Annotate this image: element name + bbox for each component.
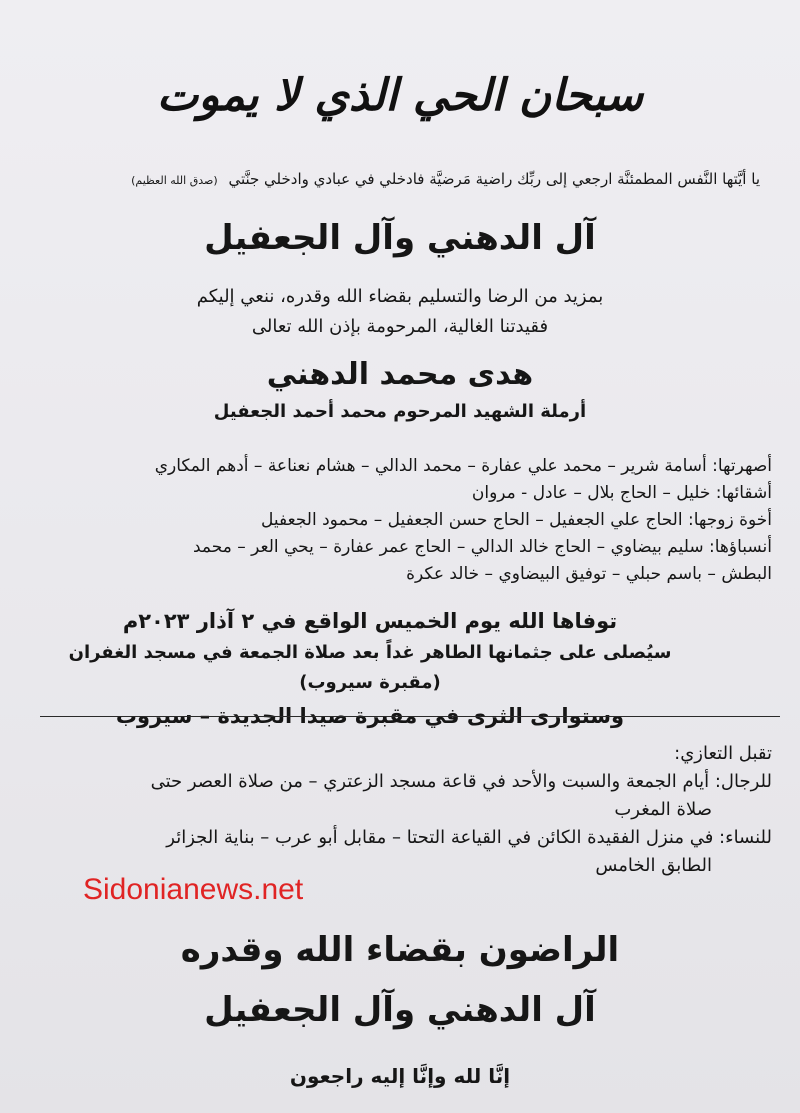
section-divider [40,716,780,717]
condolences-heading: تقبل التعازي: [674,743,772,764]
condolences-men-line-1: للرجال: أيام الجمعة والسبت والأحد في قاعة مسجد الزعتري – من صلاة العصر حتى [150,771,772,792]
families-heading: آل الدهني وآل الجعفيل [204,218,596,258]
relatives-brothers: أشقائها: خليل – الحاج بلال – عادل - مروان [471,483,772,503]
relatives-husband-brothers: أخوة زوجها: الحاج علي الجعفيل – الحاج حسن الجعفيل – محمود الجعفيل [261,510,772,530]
verse-text: يا أيَّتها النَّفس المطمئنَّة ارجعي إلى ربِّك راضية مَرضيَّة فادخلي في عبادي وادخلي جنَّتي [228,170,760,188]
prayer-line: سيُصلى على جثمانها الطاهر غداً بعد صلاة الجمعة في مسجد الغفران (مقبرة سيروب) [68,642,672,693]
funeral-announcement [40,604,700,734]
deceased-name: هدى محمد الدهني [266,357,534,392]
condolences-women-line-2: الطابق الخامس [595,855,712,876]
quran-verse [60,170,760,188]
closing-families: آل الدهني وآل الجعفيل [204,990,596,1030]
widow-of-line: أرملة الشهيد المرحوم محمد أحمد الجعفيل [213,401,587,422]
calligraphy-header: سبحان الحي الذي لا يموت [156,70,644,121]
intro-text [0,282,800,342]
condolences-women-line-1: للنساء: في منزل الفقيدة الكائن في القياعة التحتا – مقابل أبو عرب – بناية الجزائر [166,827,772,848]
intro-line-1: بمزيد من الرضا والتسليم بقضاء الله وقدره، ننعي إليكم [196,286,604,307]
burial-line: وستوارى الثرى في مقبرة صيدا الجديدة – سيروب [115,704,625,728]
condolences-section [20,740,772,880]
condolences-men-line-2: صلاة المغرب [614,799,712,820]
relatives-in-laws-2: البطش – باسم حبلي – توفيق البيضاوي – خالد عكرة [406,564,772,584]
death-date-line: توفاها الله يوم الخميس الواقع في ٢ آذار ٢٠٢٣م [122,609,618,633]
relatives-list [20,453,772,588]
source-watermark: Sidonianews.net [83,873,304,906]
relatives-in-laws-1: أنسباؤها: سليم بيضاوي – الحاج خالد الدالي – الحاج عمر عفارة – يحي العر – محمد [192,537,772,557]
relatives-sons-in-law: أصهرتها: أسامة شرير – محمد علي عفارة – محمد الدالي – هشام نعناعة – أدهم المكاري [154,456,772,476]
verse-reference: (صدق الله العظيم) [131,174,218,187]
closing-prayer: إنَّا لله وإنَّا إليه راجعون [289,1064,511,1088]
intro-line-2: فقيدتنا الغالية، المرحومة بإذن الله تعالى [251,316,549,337]
closing-line-1: الراضون بقضاء الله وقدره [180,930,620,970]
